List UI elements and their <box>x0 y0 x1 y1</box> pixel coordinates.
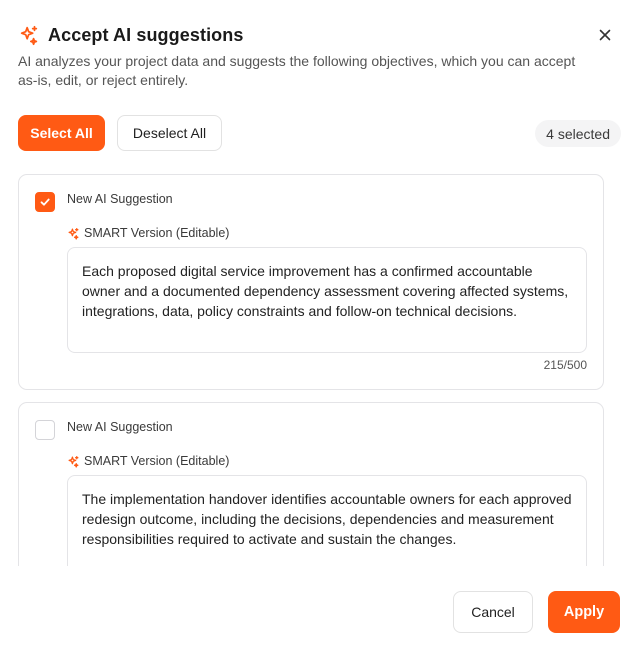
checkmark-icon <box>39 196 51 208</box>
sparkle-small-icon <box>67 227 80 240</box>
smart-version-textarea[interactable]: The implementation handover identifies accountable owners for each approved redesign outcome, including the decisions, dependencies and measurement responsibilities required to activate and sustain the changes. <box>67 475 587 566</box>
smart-version-text: SMART Version (Editable) <box>84 226 230 240</box>
suggestion-card <box>18 174 604 390</box>
character-count: 215/500 <box>543 358 587 372</box>
dialog-header <box>18 22 621 48</box>
dialog-subtitle: AI analyzes your project data and suggests the following objectives, which you can accept as-is, edit, or reject entirely. <box>18 53 576 88</box>
suggestion-list[interactable] <box>18 174 604 566</box>
suggestion-checkbox[interactable] <box>35 192 55 212</box>
smart-version-text: SMART Version (Editable) <box>84 454 230 468</box>
dialog-footer <box>0 566 639 651</box>
cancel-button[interactable]: Cancel <box>453 591 533 633</box>
smart-version-textarea[interactable]: Each proposed digital service improvement has a confirmed accountable owner and a documented dependency assessment covering affected systems, integrations, data, policy constraints and follow-on technical decisions. <box>67 247 587 353</box>
suggestion-checkbox[interactable] <box>35 420 55 440</box>
selected-count-badge: 4 selected <box>535 120 621 147</box>
suggestion-card <box>18 402 604 566</box>
sparkles-icon <box>18 24 40 46</box>
deselect-all-button[interactable]: Deselect All <box>117 115 222 151</box>
select-all-button[interactable]: Select All <box>18 115 105 151</box>
suggestion-label: New AI Suggestion <box>67 420 173 434</box>
selection-toolbar <box>18 115 621 151</box>
apply-button[interactable]: Apply <box>548 591 620 633</box>
suggestion-label: New AI Suggestion <box>67 192 173 206</box>
smart-version-label <box>67 226 229 240</box>
smart-version-label <box>67 454 229 468</box>
dialog-title: Accept AI suggestions <box>48 24 244 45</box>
close-icon[interactable] <box>595 25 615 45</box>
sparkle-small-icon <box>67 455 80 468</box>
